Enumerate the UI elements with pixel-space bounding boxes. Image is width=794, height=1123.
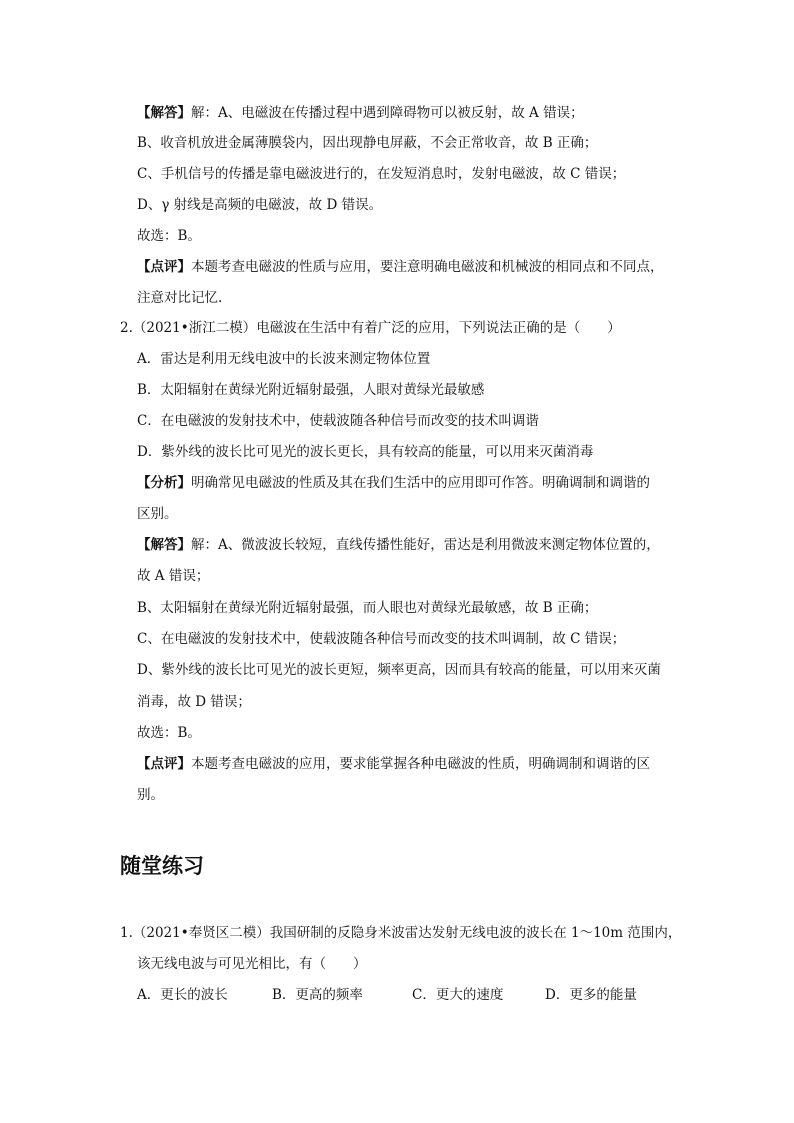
practice-option-a: A．更长的波长 [137, 987, 228, 1003]
analysis-tag: 【分析】 [137, 475, 191, 491]
question-2-option-b: B．太阳辐射在黄绿光附近辐射最强，人眼对黄绿光最敏感 [137, 382, 485, 398]
question-2-option-d: D．紫外线的波长比可见光的波长更长，具有较高的能量，可以用来灭菌消毒 [137, 444, 594, 460]
q2-answer-tag: 【解答】 [137, 537, 191, 553]
practice-question-stem-1: 1.（2021•奉贤区二模）我国研制的反隐身米波雷达发射无线电波的波长在 1～10m 范围内， [120, 925, 682, 941]
section-title: 随堂练习 [120, 854, 204, 878]
analysis-line-2: 区别。 [137, 506, 178, 522]
practice-option-c: C．更大的速度 [412, 987, 504, 1003]
analysis-text: 明确常见电磁波的性质及其在我们生活中的应用即可作答。明确调制和调谐的 [191, 475, 650, 491]
q2-answer-line-2: 故 A 错误； [137, 568, 210, 584]
practice-question-stem-2: 该无线电波与可见光相比，有（ ） [137, 956, 367, 972]
q2-answer-line-d1: D、紫外线的波长比可见光的波长更短，频率更高，因而具有较高的能量，可以用来灭菌 [137, 662, 661, 678]
analysis-line-1 [137, 473, 650, 493]
answer-choice: 故选：B。 [137, 228, 201, 244]
answer-tag: 【解答】 [137, 105, 191, 121]
answer-line-d: D、γ 射线是高频的电磁波，故 D 错误。 [137, 197, 383, 213]
q2-answer-line-b: B、太阳辐射在黄绿光附近辐射最强，而人眼也对黄绿光最敏感，故 B 正确； [137, 600, 598, 616]
review-text: 本题考查电磁波的性质与应用，要注意明确电磁波和机械波的相同点和不同点， [191, 259, 664, 275]
q2-answer-line-d2: 消毒，故 D 错误； [137, 694, 251, 710]
q2-answer-line-c: C、在电磁波的发射技术中，使载波随各种信号而改变的技术叫调制，故 C 错误； [137, 631, 626, 647]
review-line-1 [137, 257, 664, 277]
question-2-option-a: A．雷达是利用无线电波中的长波来测定物体位置 [137, 351, 431, 367]
q2-review-tag: 【点评】 [137, 756, 191, 772]
answer-text: 解：A、电磁波在传播过程中遇到障碍物可以被反射，故 A 错误； [191, 105, 584, 121]
answer-line-c: C、手机信号的传播是靠电磁波进行的，在发短消息时，发射电磁波，故 C 错误； [137, 166, 626, 182]
q2-answer-text: 解：A、微波波长较短，直线传播性能好，雷达是利用微波来测定物体位置的， [191, 537, 660, 553]
q2-review-line-2: 别。 [137, 787, 164, 803]
practice-option-d: D．更多的能量 [545, 987, 637, 1003]
practice-option-b: B．更高的频率 [272, 987, 363, 1003]
answer-line-b: B、收音机放进金属薄膜袋内，因出现静电屏蔽，不会正常收音，故 B 正确； [137, 135, 598, 151]
q2-review-text: 本题考查电磁波的应用，要求能掌握各种电磁波的性质，明确调制和调谐的区 [191, 756, 650, 772]
q2-answer-choice: 故选：B。 [137, 725, 201, 741]
answer-line-1 [137, 103, 584, 123]
review-line-2: 注意对比记忆. [137, 290, 223, 306]
q2-review-line-1 [137, 754, 650, 774]
question-2-option-c: C．在电磁波的发射技术中，使载波随各种信号而改变的技术叫调谐 [137, 413, 539, 429]
review-tag: 【点评】 [137, 259, 191, 275]
question-2-stem: 2.（2021•浙江二模）电磁波在生活中有着广泛的应用，下列说法正确的是（ ） [120, 320, 621, 336]
q2-answer-line-1 [137, 535, 660, 555]
